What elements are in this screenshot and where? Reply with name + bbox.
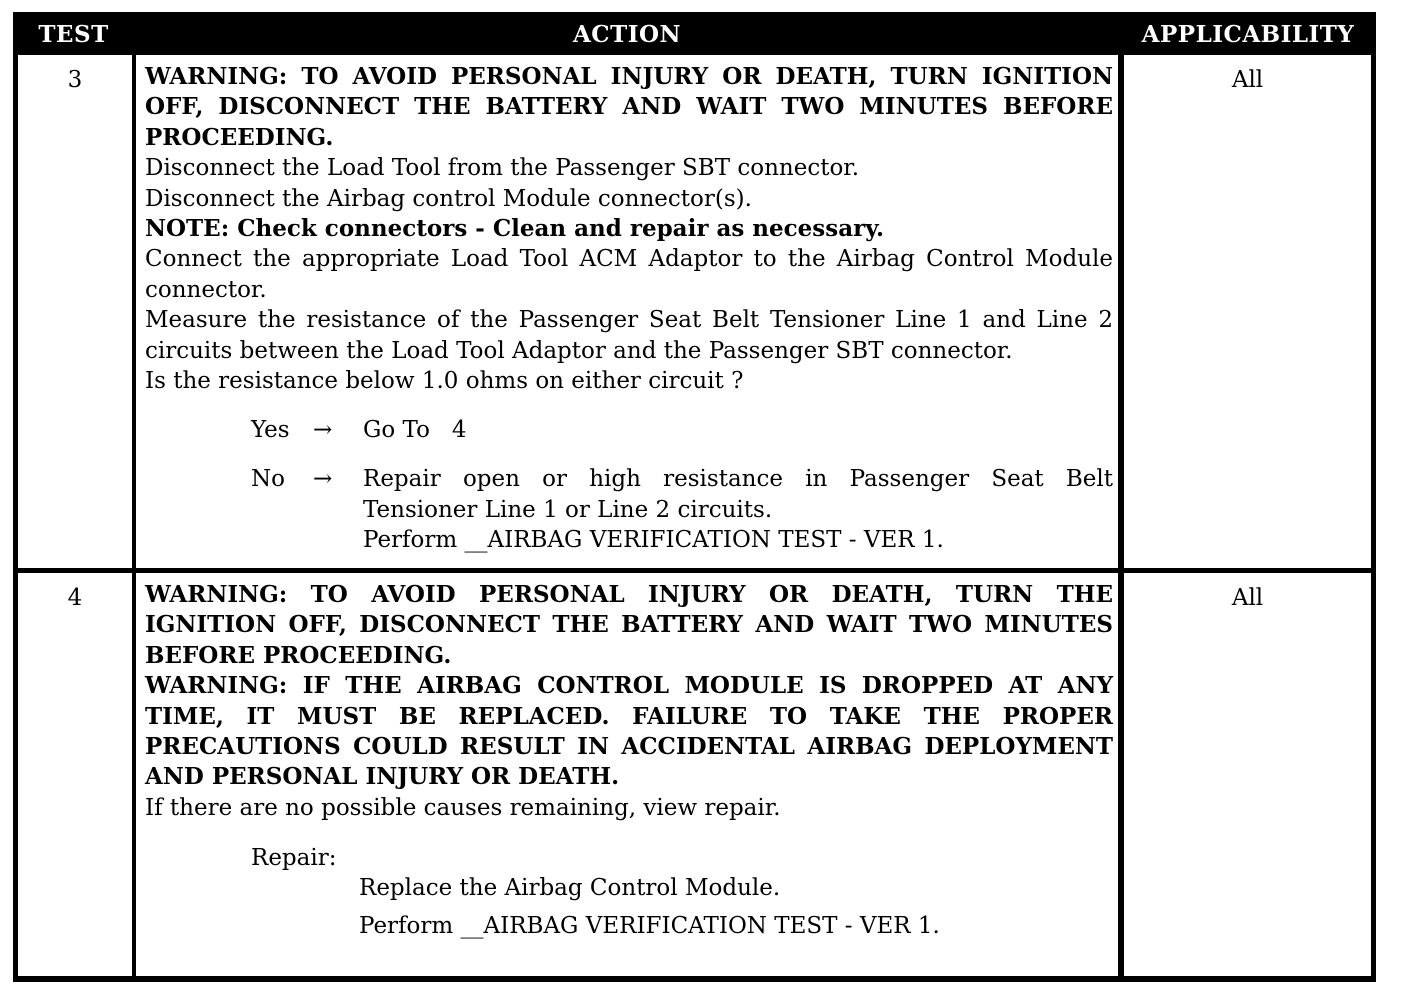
- row3-step4: Measure the resistance of the Passenger Seat Belt Tensioner Line 1 and Line 2 circuits between the Load Tool Adaptor and the Passenger SBT connector.: [145, 307, 1113, 364]
- row3-test-number: 3: [67, 67, 83, 93]
- row3-question: Is the resistance below 1.0 ohms on either circuit ?: [145, 368, 744, 395]
- repair-verification: Perform __AIRBAG VERIFICATION TEST - VER 1.: [359, 913, 940, 940]
- diagnostic-table: [13, 12, 1376, 982]
- row3-warning: WARNING: TO AVOID PERSONAL INJURY OR DEATH, TURN IGNITION OFF, DISCONNECT THE BATTERY AND WAIT TWO MINUTES BEFORE PROCEEDING.: [145, 63, 1113, 151]
- yes-arrow-icon: →: [313, 417, 333, 444]
- row3-applicability-cell: [1124, 55, 1371, 568]
- no-label: No: [251, 466, 285, 493]
- row3-action-cell: [136, 55, 1118, 568]
- row4-step1: If there are no possible causes remaining, view repair.: [145, 794, 781, 821]
- row4-applicability: All: [1231, 585, 1264, 611]
- no-arrow-icon: →: [313, 466, 333, 493]
- row3-yes-branch: [145, 415, 1113, 445]
- no-action: [363, 464, 1113, 555]
- header-test: TEST: [38, 21, 109, 48]
- row4-warning-1: WARNING: TO AVOID PERSONAL INJURY OR DEATH, TURN THE IGNITION OFF, DISCONNECT THE BATTERY AND WAIT TWO MINUTES BEFORE PROCEEDING.: [145, 581, 1113, 669]
- row3-step1: Disconnect the Load Tool from the Passenger SBT connector.: [145, 155, 860, 182]
- row3-no-branch: [145, 464, 1113, 556]
- row3-applicability: All: [1231, 67, 1264, 93]
- row4-applicability-cell: [1124, 573, 1371, 976]
- row4-action-content: [145, 580, 1113, 941]
- row4-test-cell: [18, 573, 132, 976]
- header-action: ACTION: [572, 21, 682, 48]
- row3-note: NOTE: Check connectors - Clean and repair as necessary.: [145, 215, 884, 243]
- row4-test-number: 4: [67, 585, 83, 611]
- header-applicability: APPLICABILITY: [1141, 21, 1355, 48]
- yes-label: Yes: [251, 417, 290, 444]
- row3-step2: Disconnect the Airbag control Module connector(s).: [145, 185, 752, 212]
- row3-test-cell: [18, 55, 132, 568]
- row4-warning-2: WARNING: IF THE AIRBAG CONTROL MODULE IS DROPPED AT ANY TIME, IT MUST BE REPLACED. FAILURE TO TAKE THE PROPER PRECAUTIONS COULD RESULT IN ACCIDENTAL AIRBAG DEPLOYMENT AND PERSONAL INJURY OR DEATH.: [145, 672, 1113, 791]
- row3-step3: Connect the appropriate Load Tool ACM Adaptor to the Airbag Control Module connector.: [145, 246, 1113, 303]
- row4-repair-block: [145, 843, 1113, 873]
- repair-label: Repair:: [251, 845, 337, 872]
- no-action-verify: Perform __AIRBAG VERIFICATION TEST - VER 1.: [363, 527, 944, 554]
- repair-replace-module: Replace the Airbag Control Module.: [359, 875, 781, 902]
- row4-action-cell: [136, 573, 1118, 976]
- no-action-repair: Repair open or high resistance in Passenger Seat Belt Tensioner Line 1 or Line 2 circuits.: [363, 466, 1113, 523]
- yes-action: Go To 4: [363, 417, 467, 444]
- row3-action-content: [145, 62, 1113, 556]
